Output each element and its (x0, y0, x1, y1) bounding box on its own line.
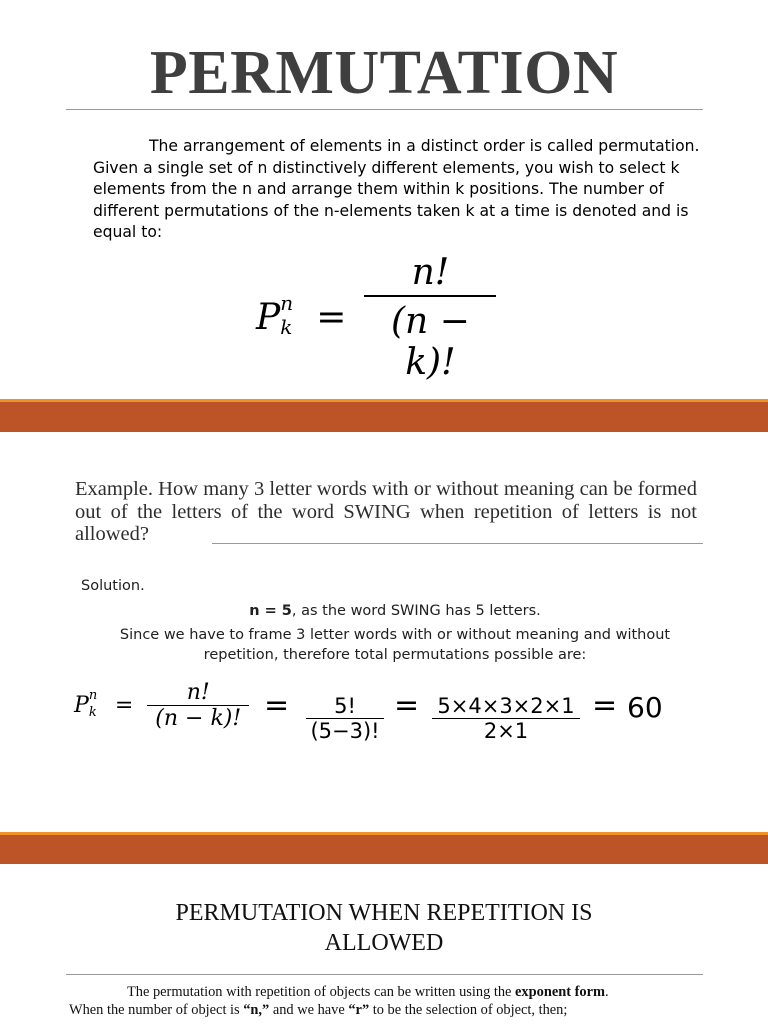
step2-equals: = (264, 688, 290, 723)
example-rule (212, 543, 703, 544)
step2-numerator: 5! (334, 694, 356, 718)
step3-fraction-wrap (432, 694, 580, 743)
divider-band-2 (0, 835, 768, 864)
line1-end: . (604, 984, 609, 1000)
line2-r: “r” (348, 1001, 370, 1018)
example-question: Example. How many 3 letter words with or without meaning can be formed out of the letters of the word SWING when repetition of letters is not allowed? (75, 478, 697, 545)
n-value-text: , as the word SWING has 5 letters. (291, 603, 541, 619)
line1-bold: exponent form (515, 984, 605, 1000)
formula2-superscript: n (88, 688, 98, 703)
title-rule (66, 109, 703, 110)
solution-label: Solution. (81, 578, 145, 594)
slide3-title: PERMUTATION WHEN REPETITION IS ALLOWED (175, 900, 593, 956)
formula2-symbol: P (74, 693, 89, 718)
slide3-rule (66, 974, 703, 975)
line1-text: The permutation with repetition of objects can be written using the (127, 984, 516, 1000)
formula2-denominator: (n − k)! (147, 705, 249, 731)
formula2-equals: = (114, 693, 134, 718)
formula-lhs (256, 291, 294, 339)
divider-band (0, 402, 768, 432)
line2-text: When the number of object is (69, 1001, 244, 1018)
formula-superscript: n (280, 291, 294, 315)
n-value-bold: n = 5 (249, 603, 292, 619)
step2-denominator: (5−3)! (306, 718, 384, 743)
line2-end: to be the selection of object, then; (369, 1001, 568, 1018)
formula-symbol: P (256, 297, 281, 338)
n-value-line (100, 601, 690, 621)
slide-title-permutation: PERMUTATION (149, 39, 619, 107)
permutation-formula (256, 252, 496, 383)
step2-fraction (306, 694, 384, 743)
formula2-subscript: k (88, 705, 97, 720)
line2-n: “n,” (243, 1001, 270, 1018)
step3-equals: = (394, 688, 420, 723)
formula-subscript: k (280, 315, 293, 339)
slide3-line-2 (69, 1002, 567, 1018)
line2-mid: and we have (269, 1001, 349, 1018)
step3-numerator: 5×4×3×2×1 (437, 694, 575, 718)
step2-fraction-wrap (306, 694, 384, 743)
definition-paragraph: The arrangement of elements in a distinct order is called permutation. Given a single set of n distinctively different elements, you wish to select k elements from the n and arrange them within k positions. The number of different permutations of the n-elements taken k at a time is denoted and is equal to: (93, 137, 700, 242)
explanation-text: Since we have to frame 3 letter words with or without meaning and without repetition, therefore total permutations possible are: (119, 627, 671, 663)
example-formula (74, 680, 694, 750)
formula-numerator: n! (411, 252, 450, 293)
formula-equals: = (316, 297, 347, 338)
formula2-lhs (74, 688, 98, 720)
formula-fraction (364, 252, 496, 383)
formula2-numerator: n! (186, 680, 210, 705)
formula-denominator: (n − k)! (364, 295, 496, 383)
step3-fraction (432, 694, 580, 743)
slide3-line-1 (69, 984, 709, 1002)
formula2-fraction (147, 680, 249, 731)
step3-denominator: 2×1 (432, 718, 580, 743)
slide3-body (69, 984, 709, 1019)
result-value: 60 (627, 691, 663, 724)
result-equals: = (592, 688, 618, 723)
